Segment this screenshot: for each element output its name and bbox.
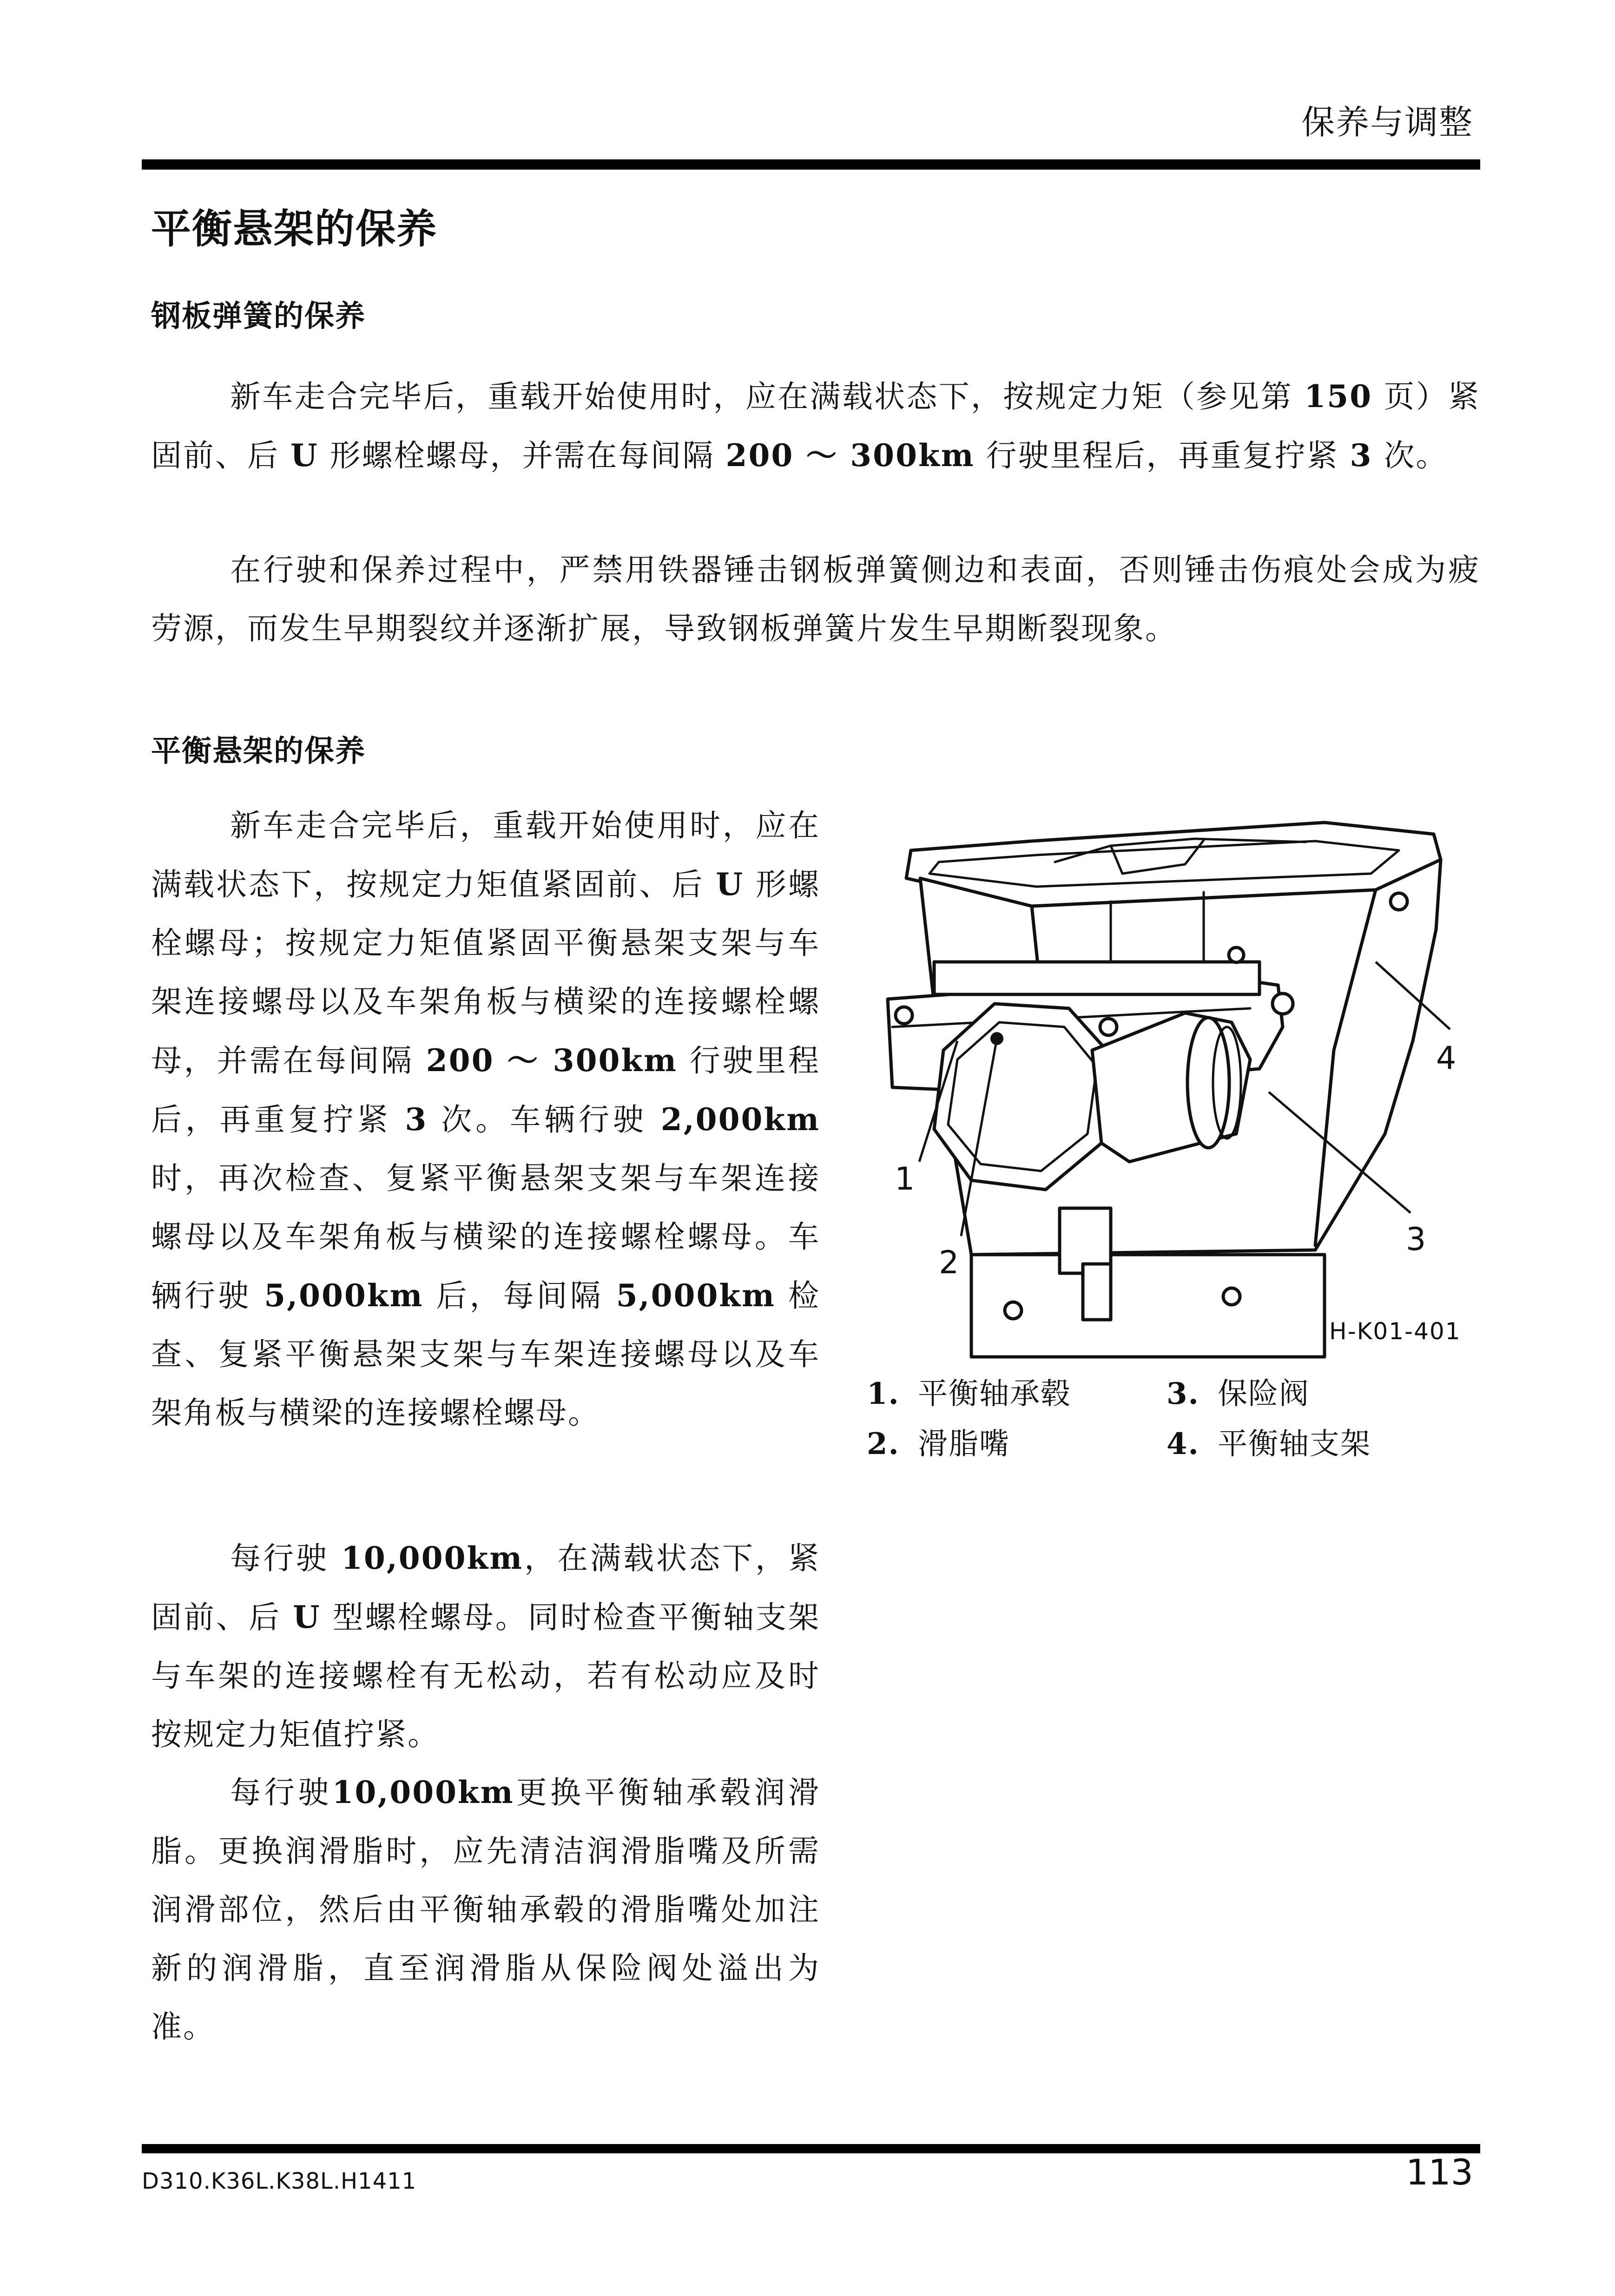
header-rule xyxy=(142,159,1480,170)
callout-3: 3 xyxy=(1406,1221,1426,1258)
footer-rule xyxy=(142,2144,1480,2153)
legend-item-2: 2. 滑脂嘴 xyxy=(867,1427,1010,1461)
callout-4: 4 xyxy=(1436,1040,1457,1077)
balance-suspension-paragraph-1: 新车走合完毕后，重载开始使用时，应在满载状态下，按规定力矩值紧固前、后 U 形螺栓螺母；按规定力矩值紧固平衡悬架支架与车架连接螺母以及车架角板与横梁的连接螺栓螺母，并需在每间隔 200 ～ 300km 行驶里程后，再重复拧紧 3 次。车辆行驶 2,000km 时，再次检查、复紧平衡悬架支架与车架连接螺母以及车架角板与横梁的连接螺栓螺母。车辆行驶 5,000km 后，每间隔 5,000km 检查、复紧平衡悬架支架与车架连接螺母以及车架角板与横梁的连接螺栓螺母。 xyxy=(151,808,821,1431)
balance-suspension-paragraph-2: 每行驶 10,000km，在满载状态下，紧固前、后 U 型螺栓螺母。同时检查平衡轴支架与车架的连接螺栓有无松动，若有松动应及时按规定力矩值拧紧。 xyxy=(151,1540,821,1752)
legend-item-1: 1. 平衡轴承毂 xyxy=(867,1376,1071,1411)
balance-suspension-paragraph-3: 每行驶10,000km更换平衡轴承毂润滑脂。更换润滑脂时，应先清洁润滑脂嘴及所需润滑部位，然后由平衡轴承毂的滑脂嘴处加注新的润滑脂，直至润滑脂从保险阀处溢出为准。 xyxy=(151,1774,821,2045)
callout-2: 2 xyxy=(939,1244,959,1281)
legend-item-4: 4. 平衡轴支架 xyxy=(1167,1427,1371,1461)
section-heading-balance-suspension: 平衡悬架的保养 xyxy=(151,734,366,769)
section-heading-leaf-spring: 钢板弹簧的保养 xyxy=(151,299,366,334)
running-header: 保养与调整 xyxy=(1301,103,1473,142)
leaf-spring-paragraph-2: 在行驶和保养过程中，严禁用铁器锤击钢板弹簧侧边和表面，否则锤击伤痕处会成为疲劳源，而发生早期裂纹并逐渐扩展，导致钢板弹簧片发生早期断裂现象。 xyxy=(151,552,1480,646)
balance-axle-bracket-diagram xyxy=(850,809,1469,1366)
balance-axle-bracket-figure xyxy=(850,809,1469,1366)
figure-code: H-K01-401 xyxy=(1329,1318,1461,1345)
leaf-spring-paragraph-1: 新车走合完毕后，重载开始使用时，应在满载状态下，按规定力矩（参见第 150 页）紧固前、后 U 形螺栓螺母，并需在每间隔 200 ～ 300km 行驶里程后，再重复拧紧 3 次。 xyxy=(151,378,1481,474)
document-code: D310.K36L.K38L.H1411 xyxy=(142,2168,417,2194)
callout-1: 1 xyxy=(895,1161,915,1197)
page-number: 113 xyxy=(1405,2151,1473,2193)
page-title: 平衡悬架的保养 xyxy=(151,206,437,252)
legend-item-3: 3. 保险阀 xyxy=(1167,1376,1310,1411)
